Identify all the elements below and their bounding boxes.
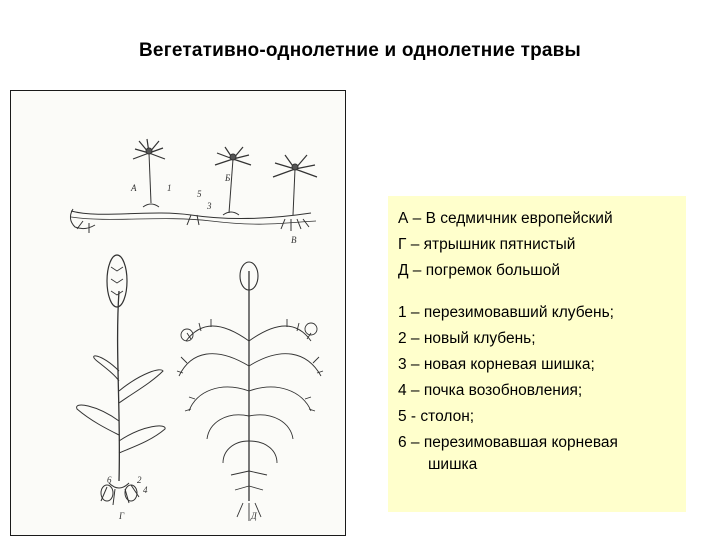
figure-label-b: Б [225,173,231,183]
legend-part-4: 4 – почка возобновления; [398,382,583,399]
legend-part-6: 6 – перезимовавшая корневая [398,434,618,451]
figure-label-1: 1 [167,183,172,193]
branching-plant-drawing [177,262,323,521]
trientalis-drawing [70,139,317,233]
orchid-drawing [77,255,166,505]
figure-label-6: 6 [107,475,112,485]
figure-label-3: 3 [207,201,212,211]
figure-label-d: Д [251,511,257,521]
legend-part-2: 2 – новый клубень; [398,330,536,347]
legend-spacer [398,284,686,300]
legend-part-6-continued: шишка [428,456,478,473]
figure-label-2: 2 [137,475,142,485]
figure-label-a: А [131,183,137,193]
figure-label-v: В [291,235,297,245]
legend-part-1: 1 – перезимовавший клубень; [398,304,614,321]
legend-species-a-v: А – В седмичник европейский [398,210,613,227]
slide-title: Вегетативно-однолетние и однолетние травы [139,40,581,61]
figure-label-4: 4 [143,485,148,495]
legend-part-5: 5 - столон; [398,408,475,425]
figure-label-5: 5 [197,189,202,199]
legend-part-3: 3 – новая корневая шишка; [398,356,595,373]
legend-species-d: Д – погремок большой [398,262,560,279]
figure-label-g: Г [119,511,125,521]
botanical-illustration [10,90,346,536]
legend-species-g: Г – ятрышник пятнистый [398,236,576,253]
plant-drawings [11,91,345,535]
legend-box [388,196,686,512]
